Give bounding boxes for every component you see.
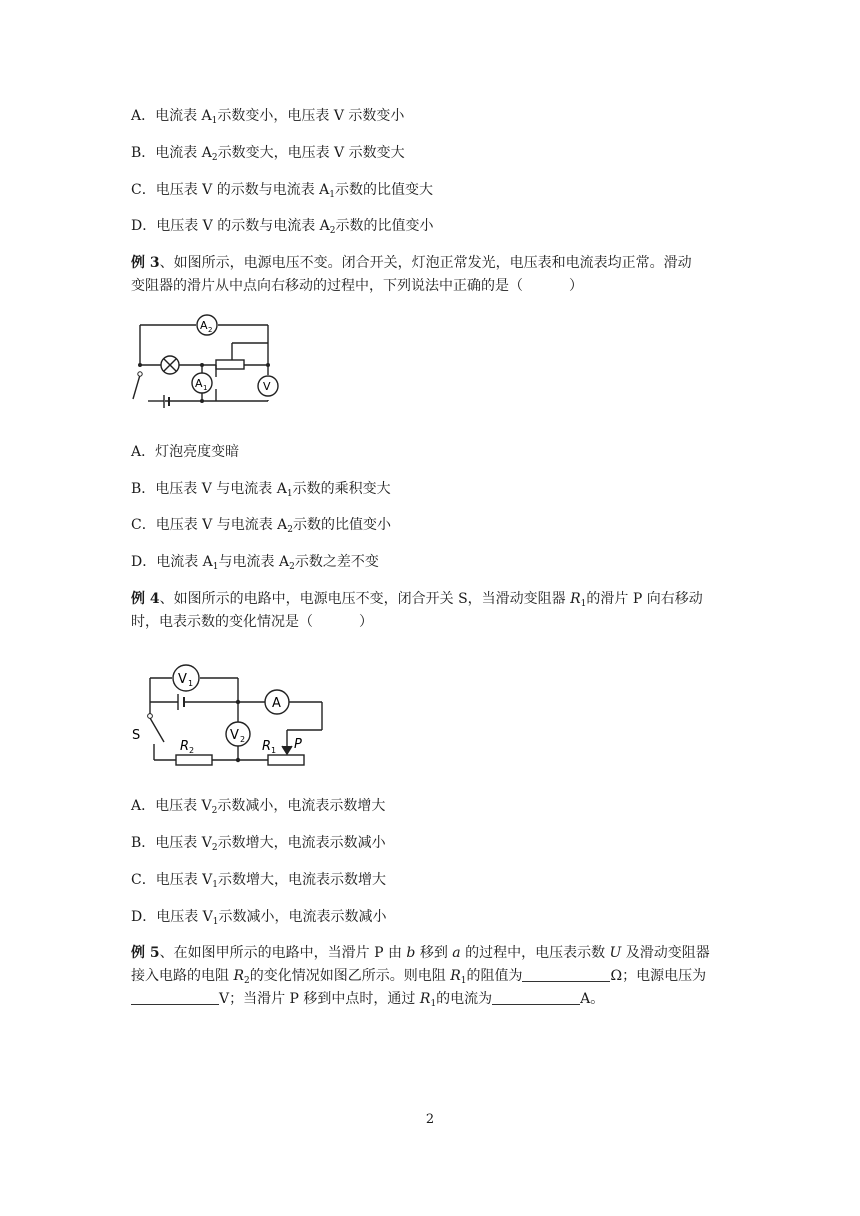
ex2-option-c: C．电压表 V 的示数与电流表 $A_1$示数的比值变大 — [131, 182, 434, 200]
ex3-a1-label: A — [195, 377, 203, 390]
ex5-question-line2: 接入电路的电阻 $R_2$的变化情况如图乙所示。则电阻 $R_1$的阻值为 Ω；电源电压为 — [131, 968, 707, 986]
ex4-s-label: S — [132, 728, 141, 743]
ex4-v2-label: V — [230, 728, 239, 743]
ex3-a2-sub: 2 — [208, 326, 213, 334]
ex4-r2-label: R — [180, 739, 190, 754]
ex4-option-b: B．电压表 $V_2$示数增大，电流表示数减小 — [131, 835, 386, 853]
ex3-question-line1: 例 3、如图所示，电源电压不变。闭合开关，灯泡正常发光，电压表和电流表均正常。滑动 — [131, 255, 692, 271]
ex3-question-line2: 变阻器的滑片从中点向右移动的过程中，下列说法中正确的是（ ） — [131, 278, 583, 294]
ex2-option-b: B．电流表 $A_2$示数变大，电压表 V 示数变大 — [131, 145, 405, 163]
ex4-question-line1: 例 4、如图所示的电路中，电源电压不变，闭合开关 S，当滑动变阻器 $R_1$的滑片 P 向右移动 — [131, 591, 703, 609]
ex4-option-c: C．电压表 $V_1$示数增大，电流表示数增大 — [131, 872, 387, 890]
ex4-p-label: P — [294, 737, 302, 752]
ex4-option-a: A．电压表 $V_2$示数减小，电流表示数增大 — [131, 798, 386, 816]
ex2-option-d: D．电压表 V 的示数与电流表 $A_2$示数的比值变小 — [131, 218, 434, 236]
page-number: 2 — [425, 1112, 435, 1127]
ex3-option-c: C．电压表 V 与电流表 $A_2$示数的比值变小 — [131, 517, 392, 535]
ex4-v2-sub: 2 — [240, 735, 246, 744]
ex3-option-d: D．电流表 $A_1$与电流表 $A_2$示数之差不变 — [131, 554, 379, 572]
ex3-v-label: V — [263, 380, 271, 393]
ex4-r2-sub: 2 — [189, 746, 195, 755]
ex5-blank-current[interactable] — [492, 990, 580, 1005]
ex4-v1-sub: 1 — [188, 679, 194, 688]
ex5-blank-voltage[interactable] — [131, 990, 219, 1005]
ex4-r1-label: R — [262, 739, 272, 754]
ex3-option-b: B．电压表 V 与电流表 $A_1$示数的乘积变大 — [131, 481, 391, 499]
ex5-question-line1: 例 5、在如图甲所示的电路中，当滑片 P 由 b 移到 a 的过程中，电压表示数 U 及滑动变阻器 — [131, 945, 710, 961]
ex5-blank-r1[interactable] — [522, 967, 610, 982]
ex4-r1-sub: 1 — [271, 746, 277, 755]
ex3-option-a: A．灯泡亮度变暗 — [131, 444, 240, 460]
ex3-a2-label: A — [200, 319, 208, 332]
ex4-option-d: D．电压表 $V_1$示数减小，电流表示数减小 — [131, 909, 387, 927]
ex4-v1-label: V — [178, 672, 187, 687]
ex3-circuit-diagram — [128, 313, 288, 413]
ex3-a1-sub: 1 — [203, 384, 208, 392]
ex4-question-line2: 时，电表示数的变化情况是（ ） — [131, 614, 373, 630]
ex5-question-line3: V；当滑片 P 移到中点时，通过 $R_1$的电流为 A。 — [131, 989, 604, 1009]
ex4-a-label: A — [272, 696, 281, 711]
ex2-option-a: A．电流表 $A_1$示数变小，电压表 V 示数变小 — [131, 108, 405, 126]
ex4-circuit-diagram — [130, 660, 330, 770]
